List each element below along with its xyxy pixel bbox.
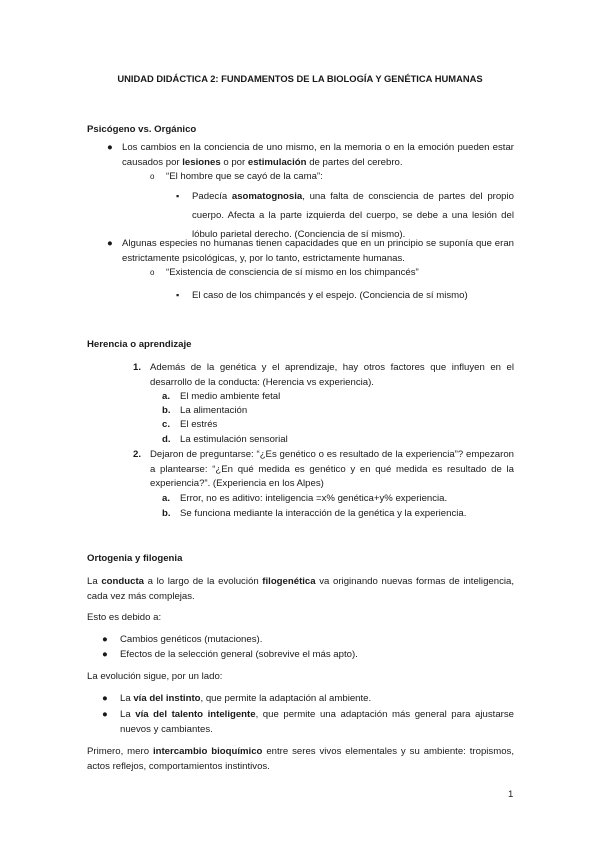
list-item-text: La vía del instinto, que permite la adaptación al ambiente. bbox=[120, 693, 372, 704]
item-letter: b. bbox=[162, 508, 171, 519]
list-item bbox=[102, 708, 514, 737]
lettered-item-text: Se funciona mediante la interacción de la genética y la experiencia. bbox=[180, 508, 467, 519]
subsub-list-item bbox=[176, 187, 514, 244]
page-number: 1 bbox=[508, 789, 514, 800]
lettered-item bbox=[162, 418, 502, 433]
lettered-item bbox=[162, 390, 502, 405]
list-item-text: La vía del talento inteligente, que permite una adaptación más general para ajustarse nuevos y cambiantes. bbox=[120, 709, 514, 735]
lettered-item bbox=[162, 433, 502, 448]
subsub-list-item-text: El caso de los chimpancés y el espejo. (Conciencia de sí mismo) bbox=[192, 290, 468, 301]
paragraph: Esto es debido a: bbox=[87, 612, 162, 623]
item-number: 1. bbox=[133, 362, 142, 373]
lettered-item-text: Error, no es aditivo: inteligencia =x% genética+y% experiencia. bbox=[180, 493, 448, 504]
list-item-text: Los cambios en la conciencia de uno mismo, en la memoria o en la emoción pueden estar causados por lesiones o por estimulación de partes del cerebro. bbox=[122, 142, 514, 168]
numbered-item-text: Dejaron de preguntarse: “¿Es genético o es resultado de la experiencia”? empezaron a plantearse: “¿En qué medida es genético y en qué medida es resultado de la experiencia?”. (Experiencia en los Alpes) bbox=[150, 449, 514, 490]
lettered-item-text: La alimentación bbox=[180, 405, 248, 416]
list-item-text: Algunas especies no humanas tienen capacidades que en un principio se suponía que eran estrictamente psicológicas, y, por lo tanto, estrictamente humanas. bbox=[122, 238, 514, 264]
list-item-text: Cambios genéticos (mutaciones). bbox=[120, 634, 263, 645]
circle-bullet-icon: o bbox=[150, 172, 155, 181]
square-bullet-icon: ▪ bbox=[176, 290, 180, 300]
item-letter: c. bbox=[162, 419, 171, 430]
item-letter: a. bbox=[162, 391, 171, 402]
paragraph: Primero, mero intercambio bioquímico entre seres vivos elementales y su ambiente: tropismos, actos reflejos, comportamientos instintivos. bbox=[87, 746, 514, 772]
item-letter: b. bbox=[162, 405, 171, 416]
document-title: UNIDAD DIDÁCTICA 2: FUNDAMENTOS DE LA BIOLOGÍA Y GENÉTICA HUMANAS bbox=[117, 73, 483, 84]
section-heading-psicogeno: Psicógeno vs. Orgánico bbox=[87, 124, 197, 135]
item-letter: d. bbox=[162, 434, 171, 445]
numbered-item bbox=[133, 361, 514, 390]
sub-list-item-text: “El hombre que se cayó de la cama”: bbox=[166, 171, 323, 182]
numbered-item bbox=[133, 448, 514, 492]
item-number: 2. bbox=[133, 449, 142, 460]
subsub-list-item-text: Padecía asomatognosia, una falta de consciencia de partes del propio cuerpo. Afecta a la parte izquierda del cuerpo, se debe a una lesión del lóbulo parietal derecho. (Conciencia de sí mismo). bbox=[192, 191, 514, 240]
item-letter: a. bbox=[162, 493, 171, 504]
lettered-item bbox=[162, 404, 502, 419]
bullet-icon: ● bbox=[107, 238, 113, 249]
circle-bullet-icon: o bbox=[150, 268, 155, 277]
sub-list-item bbox=[150, 170, 510, 185]
bullet-icon: ● bbox=[102, 649, 108, 660]
paragraph: La evolución sigue, por un lado: bbox=[87, 671, 223, 682]
lettered-item bbox=[162, 492, 502, 507]
numbered-item-text: Además de la genética y el aprendizaje, hay otros factores que influyen en el desarrollo de la conducta: (Herencia vs experiencia). bbox=[150, 362, 514, 388]
paragraph: La conducta a lo largo de la evolución filogenética va originando nuevas formas de inteligencia, cada vez más complejas. bbox=[87, 576, 515, 602]
square-bullet-icon: ▪ bbox=[176, 191, 180, 201]
list-item bbox=[102, 633, 514, 648]
lettered-item-text: El estrés bbox=[180, 419, 218, 430]
bullet-icon: ● bbox=[107, 142, 113, 153]
subsub-list-item bbox=[176, 286, 514, 305]
list-item-text: Efectos de la selección general (sobrevive el más apto). bbox=[120, 649, 358, 660]
sub-list-item bbox=[150, 266, 510, 281]
section-heading-ortogenia: Ortogenia y filogenia bbox=[87, 553, 183, 564]
sub-list-item-text: “Existencia de consciencia de sí mismo en los chimpancés” bbox=[166, 267, 419, 278]
list-item bbox=[102, 648, 514, 663]
list-item bbox=[102, 692, 514, 707]
list-item bbox=[107, 237, 514, 266]
list-item bbox=[107, 141, 514, 170]
lettered-item bbox=[162, 507, 502, 522]
section-heading-herencia: Herencia o aprendizaje bbox=[87, 339, 192, 350]
bullet-icon: ● bbox=[102, 709, 108, 720]
bullet-icon: ● bbox=[102, 634, 108, 645]
bullet-icon: ● bbox=[102, 693, 108, 704]
lettered-item-text: El medio ambiente fetal bbox=[180, 391, 281, 402]
lettered-item-text: La estimulación sensorial bbox=[180, 434, 288, 445]
